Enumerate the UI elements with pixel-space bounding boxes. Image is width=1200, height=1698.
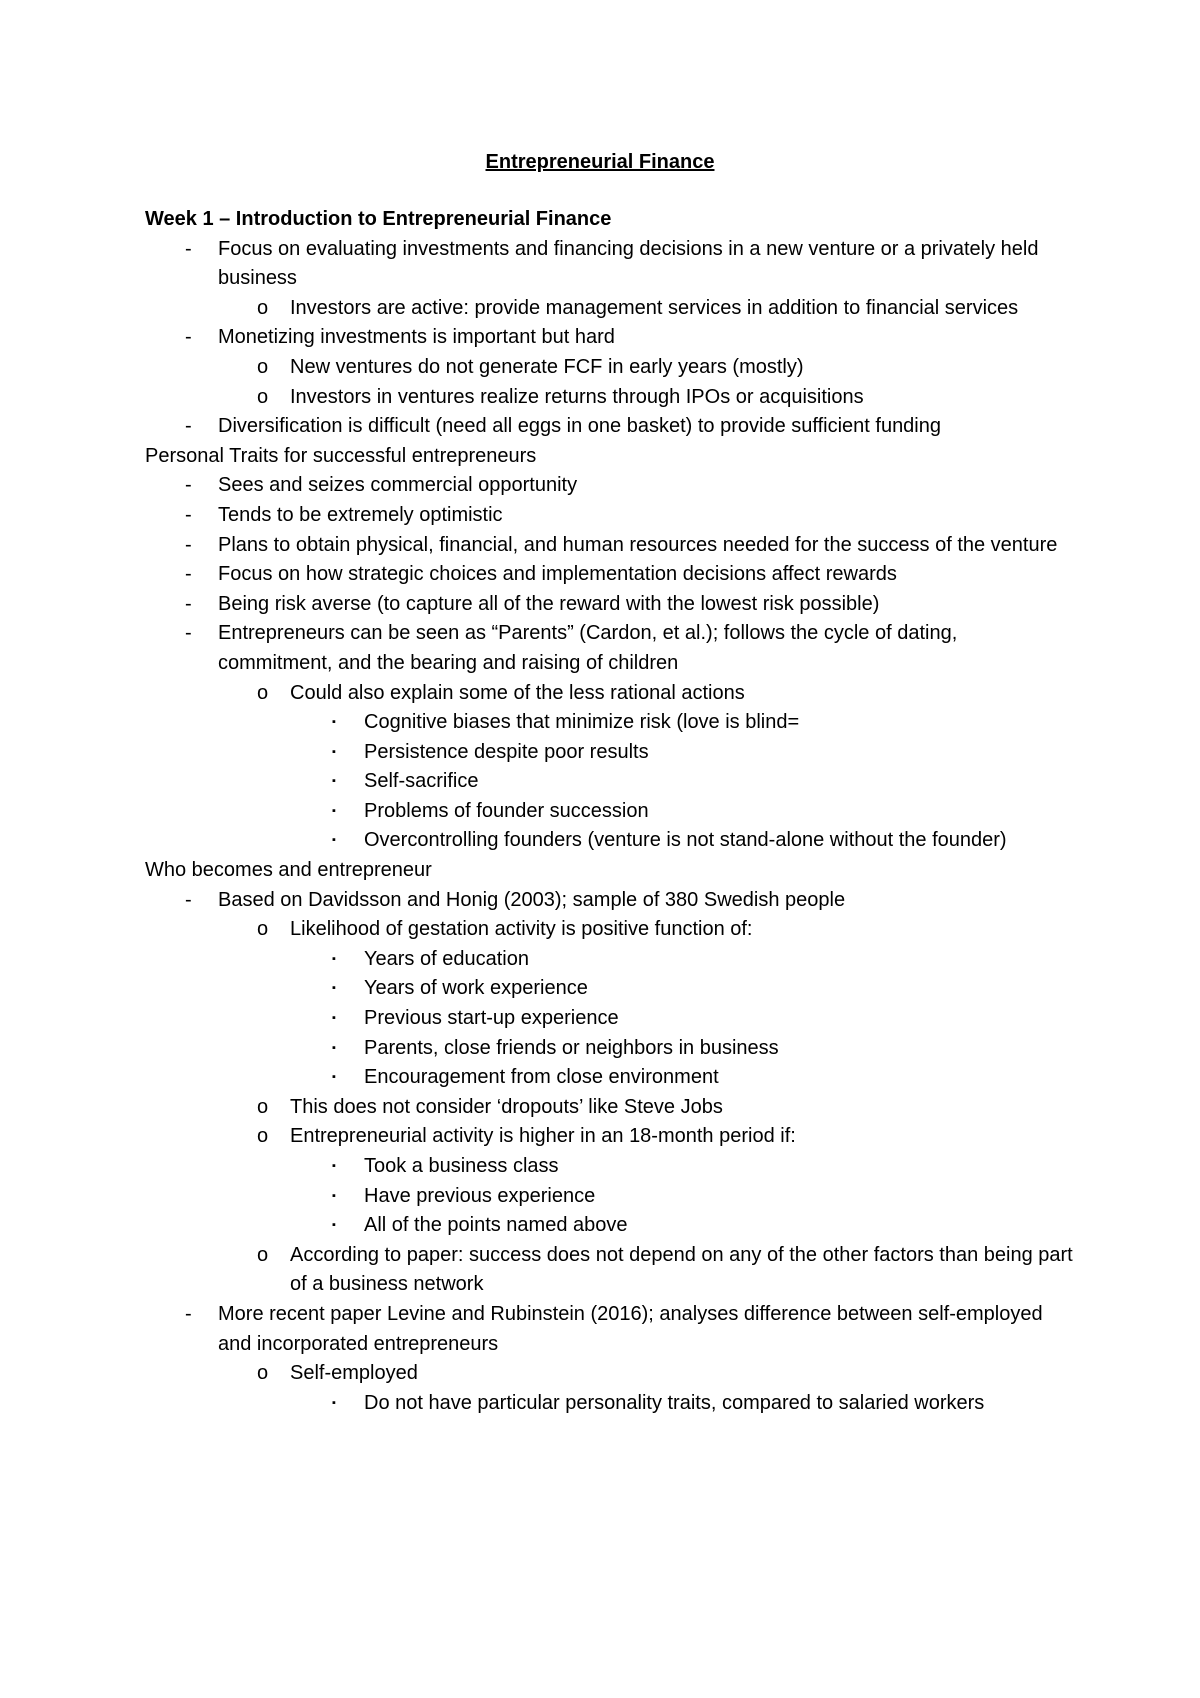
section-heading	[145, 856, 1075, 886]
dash-bullet: -	[185, 622, 192, 645]
list-item-level-2	[145, 1093, 1075, 1123]
dash-bullet: -	[185, 503, 192, 526]
list-item-level-3	[145, 1211, 1075, 1241]
list-item-level-3	[145, 826, 1075, 856]
list-item-level-2	[145, 1359, 1075, 1389]
line-text: Self-employed	[290, 1362, 418, 1385]
list-item-level-3	[145, 974, 1075, 1004]
circle-bullet: o	[257, 296, 269, 319]
list-item-level-3	[145, 1182, 1075, 1212]
dash-bullet: -	[185, 888, 192, 911]
line-text: Parents, close friends or neighbors in business	[364, 1036, 779, 1059]
list-item-level-1	[145, 471, 1075, 501]
list-item-level-3	[145, 1063, 1075, 1093]
circle-bullet: o	[257, 385, 269, 408]
list-item-level-2	[145, 1241, 1075, 1300]
list-item-level-3	[145, 797, 1075, 827]
line-text: More recent paper Levine and Rubinstein (2016); analyses difference between self-employed and incorporated entrepreneurs	[218, 1302, 1043, 1355]
list-item-level-3	[145, 1152, 1075, 1182]
line-text: Sees and seizes commercial opportunity	[218, 474, 578, 497]
list-item-level-1	[145, 590, 1075, 620]
list-item-level-3	[145, 708, 1075, 738]
line-text: Based on Davidsson and Honig (2003); sample of 380 Swedish people	[218, 888, 846, 911]
line-text: Who becomes and entrepreneur	[145, 859, 432, 882]
square-bullet: ▪	[332, 1219, 336, 1232]
circle-bullet: o	[257, 355, 269, 378]
list-item-level-2	[145, 383, 1075, 413]
line-text: Took a business class	[364, 1155, 559, 1177]
line-text: Self-sacrifice	[364, 770, 479, 793]
circle-bullet: o	[257, 681, 269, 704]
square-bullet: ▪	[332, 1160, 336, 1172]
list-item-level-1	[145, 501, 1075, 531]
dash-bullet: -	[185, 326, 192, 349]
line-text: Have previous experience	[364, 1184, 596, 1207]
dash-bullet: -	[185, 563, 192, 586]
dash-bullet: -	[185, 592, 192, 615]
list-item-level-3	[145, 767, 1075, 797]
line-text: Entrepreneurial activity is higher in an 18-month period if:	[290, 1125, 796, 1148]
line-text: Years of work experience	[364, 977, 588, 1000]
list-item-level-3	[145, 945, 1075, 975]
list-item-level-2	[145, 294, 1075, 324]
list-item-level-1	[145, 560, 1075, 590]
dash-bullet: -	[185, 237, 192, 260]
list-item-level-3	[145, 1004, 1075, 1034]
section-heading	[145, 442, 1075, 472]
square-bullet: ▪	[332, 952, 336, 965]
line-text: Do not have particular personality traits, compared to salaried workers	[364, 1391, 985, 1414]
line-text: Investors are active: provide management services in addition to financial services	[290, 296, 1019, 319]
list-item-level-1	[145, 235, 1075, 294]
dash-bullet: -	[185, 415, 192, 438]
list-item-level-2	[145, 1122, 1075, 1152]
circle-bullet: o	[257, 1125, 269, 1148]
line-text: Focus on how strategic choices and implementation decisions affect rewards	[218, 563, 897, 586]
line-text: Tends to be extremely optimistic	[218, 503, 503, 526]
line-text: According to paper: success does not depend on any of the other factors than being part of a business network	[290, 1243, 1073, 1296]
circle-bullet: o	[257, 1095, 269, 1118]
document-title: Entrepreneurial Finance	[485, 151, 715, 173]
square-bullet: ▪	[332, 834, 336, 847]
line-text: Focus on evaluating investments and financing decisions in a new venture or a privately held business	[218, 237, 1039, 290]
square-bullet: ▪	[332, 1396, 336, 1409]
line-text: Could also explain some of the less rational actions	[290, 681, 745, 704]
line-text: Overcontrolling founders (venture is not stand-alone without the founder)	[364, 829, 1007, 852]
line-text: Monetizing investments is important but hard	[218, 326, 615, 349]
list-item-level-3	[145, 1034, 1075, 1064]
line-text: Encouragement from close environment	[364, 1066, 719, 1089]
square-bullet: ▪	[332, 1041, 336, 1054]
line-text: Investors in ventures realize returns through IPOs or acquisitions	[290, 385, 864, 408]
line-text: Persistence despite poor results	[364, 740, 649, 763]
circle-bullet: o	[257, 1243, 269, 1266]
circle-bullet: o	[257, 1362, 269, 1385]
list-item-level-2	[145, 679, 1075, 709]
line-text: Diversification is difficult (need all eggs in one basket) to provide sufficient funding	[218, 415, 941, 438]
line-text: Entrepreneurs can be seen as “Parents” (Cardon, et al.); follows the cycle of dating, commitment, and the bearing and raising of children	[218, 622, 958, 674]
square-bullet: ▪	[332, 745, 336, 758]
dash-bullet: -	[185, 533, 192, 556]
line-text: Previous start-up experience	[364, 1007, 619, 1030]
line-text: Cognitive biases that minimize risk (love is blind=	[364, 711, 800, 734]
circle-bullet: o	[257, 918, 269, 941]
square-bullet: ▪	[332, 716, 336, 729]
line-text: Personal Traits for successful entrepreneurs	[145, 444, 537, 467]
line-text: This does not consider ‘dropouts’ like Steve Jobs	[290, 1095, 723, 1118]
line-text: Problems of founder succession	[364, 799, 649, 822]
list-item-level-1	[145, 412, 1075, 442]
list-item-level-2	[145, 353, 1075, 383]
list-item-level-3	[145, 738, 1075, 768]
line-text: Likelihood of gestation activity is positive function of:	[290, 918, 753, 941]
dash-bullet: -	[185, 1302, 192, 1325]
line-text: All of the points named above	[364, 1214, 628, 1237]
square-bullet: ▪	[332, 1189, 336, 1202]
square-bullet: ▪	[332, 1012, 336, 1025]
list-item-level-1	[145, 531, 1075, 561]
section-heading	[145, 205, 1075, 235]
square-bullet: ▪	[332, 982, 336, 995]
line-text: Plans to obtain physical, financial, and human resources needed for the success of the venture	[218, 533, 1058, 556]
list-item-level-1	[145, 619, 1075, 678]
list-item-level-2	[145, 915, 1075, 945]
dash-bullet: -	[185, 474, 192, 497]
line-text: New ventures do not generate FCF in early years (mostly)	[290, 355, 804, 378]
square-bullet: ▪	[332, 775, 336, 788]
list-item-level-3	[145, 1389, 1075, 1419]
line-text: Week 1 – Introduction to Entrepreneurial Finance	[145, 208, 612, 230]
document-body	[145, 205, 1075, 1418]
list-item-level-1	[145, 886, 1075, 916]
square-bullet: ▪	[332, 804, 336, 817]
list-item-level-1	[145, 1300, 1075, 1359]
list-item-level-1	[145, 323, 1075, 353]
square-bullet: ▪	[332, 1071, 336, 1084]
line-text: Being risk averse (to capture all of the reward with the lowest risk possible)	[218, 592, 880, 615]
line-text: Years of education	[364, 947, 529, 970]
